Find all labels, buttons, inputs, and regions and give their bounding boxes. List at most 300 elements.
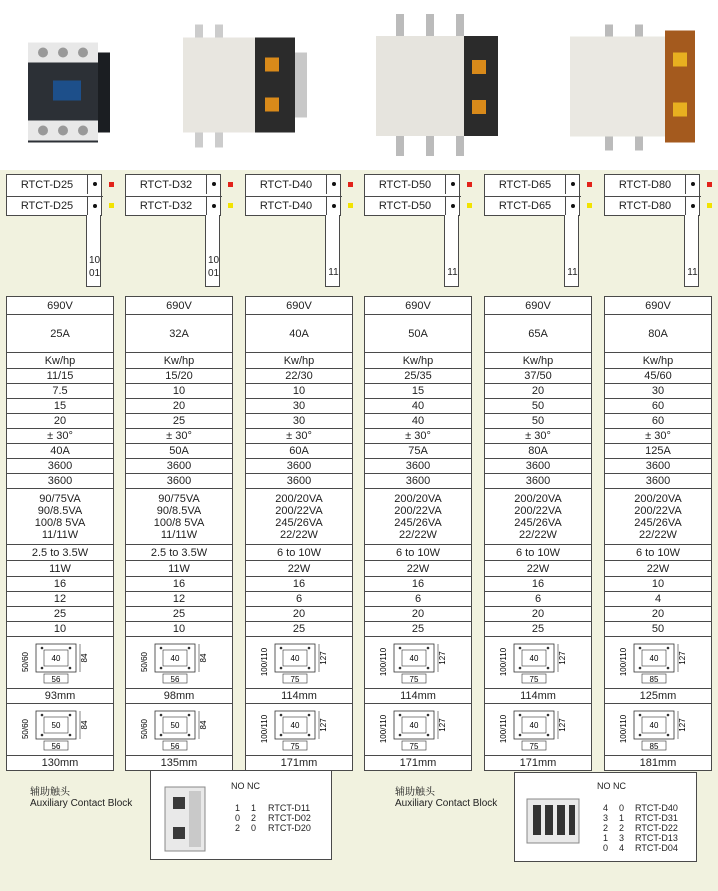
spec-row (605, 688, 711, 703)
contact-code: 10 (207, 255, 220, 266)
spec-row (605, 458, 711, 473)
spec-row (7, 314, 113, 352)
aux-nc: 1 (251, 803, 257, 813)
aux-nc: 0 (619, 803, 625, 813)
spec-row (7, 636, 113, 688)
dim-w1: 40 (51, 653, 61, 663)
dim-left: 100/110 (619, 714, 628, 743)
spec-row (605, 413, 711, 428)
spec-value: 10 (172, 385, 186, 397)
spec-row (365, 591, 471, 606)
model-header (604, 174, 700, 216)
spec-value: 690V (645, 299, 671, 312)
spec-row (485, 297, 591, 314)
dim-w2: 75 (529, 741, 539, 751)
spec-value: 20 (531, 608, 545, 620)
spec-row (126, 488, 232, 544)
spec-value: 50 (531, 400, 545, 412)
spec-row (485, 688, 591, 703)
spec-row (246, 544, 352, 560)
spec-row (126, 398, 232, 413)
aux-contact-block-photo (161, 783, 209, 855)
spec-row (485, 636, 591, 688)
spec-row (7, 383, 113, 398)
spec-value: 3600 (405, 475, 431, 487)
spec-row (605, 636, 711, 688)
model-header (364, 174, 460, 216)
spec-value: 125A (645, 445, 671, 457)
aux-contact-block-photo-4pole (523, 791, 583, 851)
spec-value: 25A (50, 327, 70, 340)
contact-config (205, 215, 220, 287)
spec-value: 690V (47, 299, 73, 312)
dim-left: 100/110 (260, 647, 269, 676)
spec-row (605, 314, 711, 352)
contact-dot (691, 204, 695, 208)
spec-row (126, 428, 232, 443)
spec-row (246, 443, 352, 458)
dim-right: 127 (438, 717, 447, 732)
spec-value: 60A (289, 445, 309, 457)
spec-value: 3600 (166, 460, 192, 472)
spec-row (7, 560, 113, 576)
contact-dot (332, 204, 336, 208)
spec-row (365, 297, 471, 314)
spec-row (365, 458, 471, 473)
spec-row (246, 458, 352, 473)
spec-row (485, 413, 591, 428)
spec-value: 16 (53, 578, 67, 590)
spec-value: 90/75VA (39, 492, 81, 505)
model-label: RTCT-D50 (378, 179, 432, 191)
spec-row (365, 560, 471, 576)
spec-row (126, 473, 232, 488)
dim-left: 50/60 (21, 718, 30, 739)
dim-w1: 50 (170, 720, 180, 730)
spec-value: 3600 (286, 475, 312, 487)
aux-model: RTCT-D11 (268, 803, 311, 813)
spec-column (125, 296, 233, 771)
aux-model: RTCT-D02 (268, 813, 311, 823)
model-label: RTCT-D80 (618, 179, 672, 191)
spec-value: 690V (166, 299, 192, 312)
spec-row (485, 398, 591, 413)
spec-value: 6 to 10W (395, 546, 441, 559)
spec-value: 7.5 (52, 385, 68, 397)
spec-row (246, 755, 352, 770)
spec-value: ± 30° (47, 430, 73, 442)
spec-row (126, 314, 232, 352)
dim-w1: 40 (529, 720, 539, 730)
spec-row (246, 368, 352, 383)
spec-row (605, 368, 711, 383)
spec-value: 60 (651, 400, 665, 412)
dim-w1: 40 (649, 653, 659, 663)
spec-value: 6 to 10W (276, 546, 322, 559)
dim-right: 127 (319, 650, 328, 665)
dim-right: 84 (199, 653, 208, 662)
spec-row (7, 606, 113, 621)
spec-row (485, 576, 591, 591)
spec-row (7, 488, 113, 544)
aux-header-2: NO NC (597, 781, 626, 791)
dim-left: 50/60 (140, 651, 149, 672)
spec-value: 171mm (399, 757, 437, 769)
spec-row (7, 297, 113, 314)
spec-row (485, 606, 591, 621)
dim-right: 127 (678, 717, 687, 732)
spec-row (485, 703, 591, 755)
spec-value: 90/8.5VA (37, 504, 83, 517)
spec-value: 3600 (405, 460, 431, 472)
spec-value: 32A (169, 327, 189, 340)
spec-row (246, 560, 352, 576)
spec-row (605, 560, 711, 576)
aux-nc: 3 (619, 833, 625, 843)
aux-nc: 2 (619, 823, 625, 833)
spec-row (7, 544, 113, 560)
model-header (6, 174, 102, 216)
dim-w2: 85 (649, 674, 659, 684)
spec-value: 40A (50, 445, 70, 457)
aux-no: 0 (235, 813, 241, 823)
spec-value: 3600 (286, 460, 312, 472)
dim-left: 50/60 (21, 651, 30, 672)
contact-config (564, 215, 579, 287)
aux-nc: 1 (619, 813, 625, 823)
spec-value: 3600 (47, 475, 73, 487)
spec-row (7, 443, 113, 458)
contact-config (444, 215, 459, 287)
dim-w2: 56 (170, 674, 180, 684)
aux-nc: 4 (619, 843, 625, 853)
spec-value: 6 (295, 593, 303, 605)
spec-row (246, 297, 352, 314)
spec-value: 3600 (525, 475, 551, 487)
spec-value: 16 (411, 578, 425, 590)
yellow-indicator (707, 203, 712, 208)
spec-value: 200/20VA (514, 492, 562, 505)
spec-value: 10 (651, 578, 665, 590)
yellow-indicator (109, 203, 114, 208)
yellow-indicator (228, 203, 233, 208)
dim-left: 50/60 (140, 718, 149, 739)
spec-row (246, 352, 352, 368)
spec-row (365, 755, 471, 770)
spec-row (246, 591, 352, 606)
contactor-photo-4 (565, 0, 715, 165)
spec-value: 37/50 (524, 370, 552, 382)
spec-row (485, 314, 591, 352)
spec-value: 60 (651, 415, 665, 427)
spec-value: Kw/hp (402, 354, 434, 367)
spec-row (365, 314, 471, 352)
aux-nc: 0 (251, 823, 257, 833)
yellow-indicator (467, 203, 472, 208)
spec-value: 50 (531, 415, 545, 427)
contact-dot (212, 182, 216, 186)
spec-row (126, 544, 232, 560)
aux-no: 1 (235, 803, 241, 813)
spec-value: 20 (651, 608, 665, 620)
spec-row (126, 458, 232, 473)
spec-value: 90/8.5VA (156, 504, 202, 517)
model-header (245, 174, 341, 216)
spec-row (246, 576, 352, 591)
mounting-dimension-diagram (259, 640, 339, 686)
spec-value: 22W (287, 562, 311, 575)
spec-value: 171mm (519, 757, 557, 769)
dim-w2: 75 (529, 674, 539, 684)
spec-value: 6 to 10W (635, 546, 681, 559)
spec-row (7, 621, 113, 636)
red-indicator (228, 182, 233, 187)
dim-right: 127 (558, 717, 567, 732)
spec-value: 22W (646, 562, 670, 575)
spec-row (485, 368, 591, 383)
dim-left: 100/110 (379, 647, 388, 676)
spec-row (126, 636, 232, 688)
contact-dot (571, 204, 575, 208)
spec-value: 690V (286, 299, 312, 312)
dim-w2: 75 (409, 741, 419, 751)
spec-row (605, 544, 711, 560)
contact-code: 11 (328, 267, 339, 278)
dim-w1: 40 (290, 720, 300, 730)
aux-title-en-1: Auxiliary Contact Block (30, 798, 133, 809)
spec-row (365, 473, 471, 488)
spec-value: 10 (292, 385, 306, 397)
yellow-indicator (587, 203, 592, 208)
spec-row (126, 383, 232, 398)
spec-value: 20 (292, 608, 306, 620)
spec-row (605, 591, 711, 606)
spec-row (7, 352, 113, 368)
spec-value: 200/20VA (394, 492, 442, 505)
aux-nc: 2 (251, 813, 257, 823)
spec-value: 245/26VA (634, 516, 682, 529)
spec-value: 200/22VA (394, 504, 442, 517)
spec-row (7, 413, 113, 428)
spec-value: 2.5 to 3.5W (31, 546, 89, 559)
spec-value: 25 (53, 608, 67, 620)
spec-row (246, 383, 352, 398)
aux-block-2 (514, 772, 697, 862)
spec-row (365, 621, 471, 636)
dim-w1: 40 (529, 653, 539, 663)
spec-row (365, 703, 471, 755)
spec-value: 75A (408, 445, 428, 457)
spec-value: 3600 (47, 460, 73, 472)
model-label: RTCT-D25 (7, 196, 87, 216)
spec-value: 2.5 to 3.5W (150, 546, 208, 559)
spec-value: 16 (172, 578, 186, 590)
product-photo-strip (0, 0, 718, 170)
contact-dot (212, 204, 216, 208)
spec-value: 135mm (160, 757, 198, 769)
spec-value: 114mm (400, 690, 436, 702)
dim-w1: 40 (409, 720, 419, 730)
spec-value: 690V (525, 299, 551, 312)
spec-row (7, 755, 113, 770)
dim-left: 100/110 (619, 647, 628, 676)
dim-left: 100/110 (499, 714, 508, 743)
spec-row (126, 591, 232, 606)
spec-value: 200/22VA (275, 504, 323, 517)
spec-row (365, 352, 471, 368)
spec-column (245, 296, 353, 771)
spec-row (7, 428, 113, 443)
spec-value: 20 (411, 608, 425, 620)
aux-no: 1 (603, 833, 609, 843)
aux-model: RTCT-D40 (635, 803, 678, 813)
mounting-dimension-diagram (20, 707, 100, 753)
spec-row (605, 443, 711, 458)
contact-dot (571, 182, 575, 186)
red-indicator (587, 182, 592, 187)
contactor-photo-1 (18, 0, 118, 165)
spec-value: 50A (169, 445, 189, 457)
mounting-dimension-diagram (498, 707, 578, 753)
spec-value: 30 (651, 385, 665, 397)
spec-row (126, 560, 232, 576)
spec-row (246, 688, 352, 703)
spec-value: 11W (49, 562, 71, 575)
spec-row (7, 398, 113, 413)
spec-row (365, 368, 471, 383)
spec-row (605, 606, 711, 621)
dim-right: 127 (319, 717, 328, 732)
aux-no: 3 (603, 813, 609, 823)
spec-value: 20 (53, 415, 67, 427)
spec-value: 40A (289, 327, 309, 340)
aux-title-cn-1: 辅助触头 (30, 787, 70, 798)
spec-value: 245/26VA (394, 516, 442, 529)
spec-value: 3600 (166, 475, 192, 487)
spec-value: 10 (172, 623, 186, 635)
spec-value: 125mm (639, 690, 677, 702)
spec-value: 11/11W (41, 528, 79, 541)
spec-value: 15 (53, 400, 67, 412)
spec-row (126, 703, 232, 755)
spec-value: ± 30° (525, 430, 551, 442)
spec-row (605, 398, 711, 413)
spec-row (605, 488, 711, 544)
spec-value: 25 (411, 623, 425, 635)
spec-row (365, 383, 471, 398)
spec-row (605, 383, 711, 398)
spec-value: 22/30 (285, 370, 313, 382)
dim-w2: 75 (290, 741, 300, 751)
spec-value: 11W (168, 562, 190, 575)
spec-value: 22/22W (639, 528, 677, 541)
spec-value: Kw/hp (522, 354, 554, 367)
spec-row (365, 544, 471, 560)
model-header (484, 174, 580, 216)
spec-value: 25 (292, 623, 306, 635)
dim-right: 127 (438, 650, 447, 665)
dim-w2: 56 (170, 741, 180, 751)
yellow-indicator (348, 203, 353, 208)
spec-value: 4 (654, 593, 662, 605)
spec-value: 200/20VA (275, 492, 323, 505)
aux-model: RTCT-D04 (635, 843, 678, 853)
spec-row (246, 488, 352, 544)
spec-row (246, 621, 352, 636)
spec-row (126, 368, 232, 383)
spec-value: 11/11W (160, 528, 198, 541)
contact-dot (451, 204, 455, 208)
red-indicator (109, 182, 114, 187)
model-label: RTCT-D40 (259, 179, 313, 191)
spec-value: Kw/hp (163, 354, 195, 367)
mounting-dimension-diagram (378, 640, 458, 686)
spec-row (485, 383, 591, 398)
spec-value: 11/15 (46, 370, 74, 382)
spec-value: Kw/hp (44, 354, 76, 367)
spec-value: 100/8 5VA (34, 516, 86, 529)
dim-w1: 40 (409, 653, 419, 663)
aux-model: RTCT-D31 (635, 813, 678, 823)
spec-row (246, 428, 352, 443)
dim-left: 100/110 (379, 714, 388, 743)
spec-value: 22W (406, 562, 430, 575)
mounting-dimension-diagram (139, 707, 219, 753)
spec-value: 20 (172, 400, 186, 412)
spec-row (126, 576, 232, 591)
spec-value: 10 (53, 623, 67, 635)
model-label: RTCT-D32 (139, 179, 193, 191)
spec-value: 690V (405, 299, 431, 312)
model-header (125, 174, 221, 216)
spec-row (365, 413, 471, 428)
aux-model: RTCT-D13 (635, 833, 678, 843)
spec-value: 20 (531, 385, 545, 397)
contact-code: 11 (567, 267, 578, 278)
spec-value: 25 (172, 415, 186, 427)
spec-value: 114mm (281, 690, 317, 702)
spec-value: 25/35 (404, 370, 432, 382)
spec-row (126, 413, 232, 428)
contact-dot (691, 182, 695, 186)
red-indicator (707, 182, 712, 187)
spec-value: 45/60 (644, 370, 672, 382)
aux-model: RTCT-D22 (635, 823, 678, 833)
spec-row (7, 576, 113, 591)
spec-row (365, 443, 471, 458)
spec-value: 98mm (163, 690, 195, 702)
model-label: RTCT-D32 (126, 196, 206, 216)
spec-value: 30 (292, 415, 306, 427)
spec-value: 12 (53, 593, 67, 605)
spec-row (7, 688, 113, 703)
mounting-dimension-diagram (618, 707, 698, 753)
spec-value: 22/22W (280, 528, 318, 541)
aux-header-1: NO NC (231, 781, 260, 791)
spec-value: 50 (651, 623, 665, 635)
spec-value: 65A (528, 327, 548, 340)
spec-row (246, 606, 352, 621)
model-label: RTCT-D50 (365, 196, 445, 216)
spec-value: Kw/hp (642, 354, 674, 367)
dim-left: 100/110 (260, 714, 269, 743)
contact-code: 11 (447, 267, 458, 278)
spec-row (7, 703, 113, 755)
spec-value: 6 to 10W (515, 546, 561, 559)
spec-row (605, 297, 711, 314)
contactor-photo-3 (368, 0, 518, 165)
dim-right: 127 (678, 650, 687, 665)
